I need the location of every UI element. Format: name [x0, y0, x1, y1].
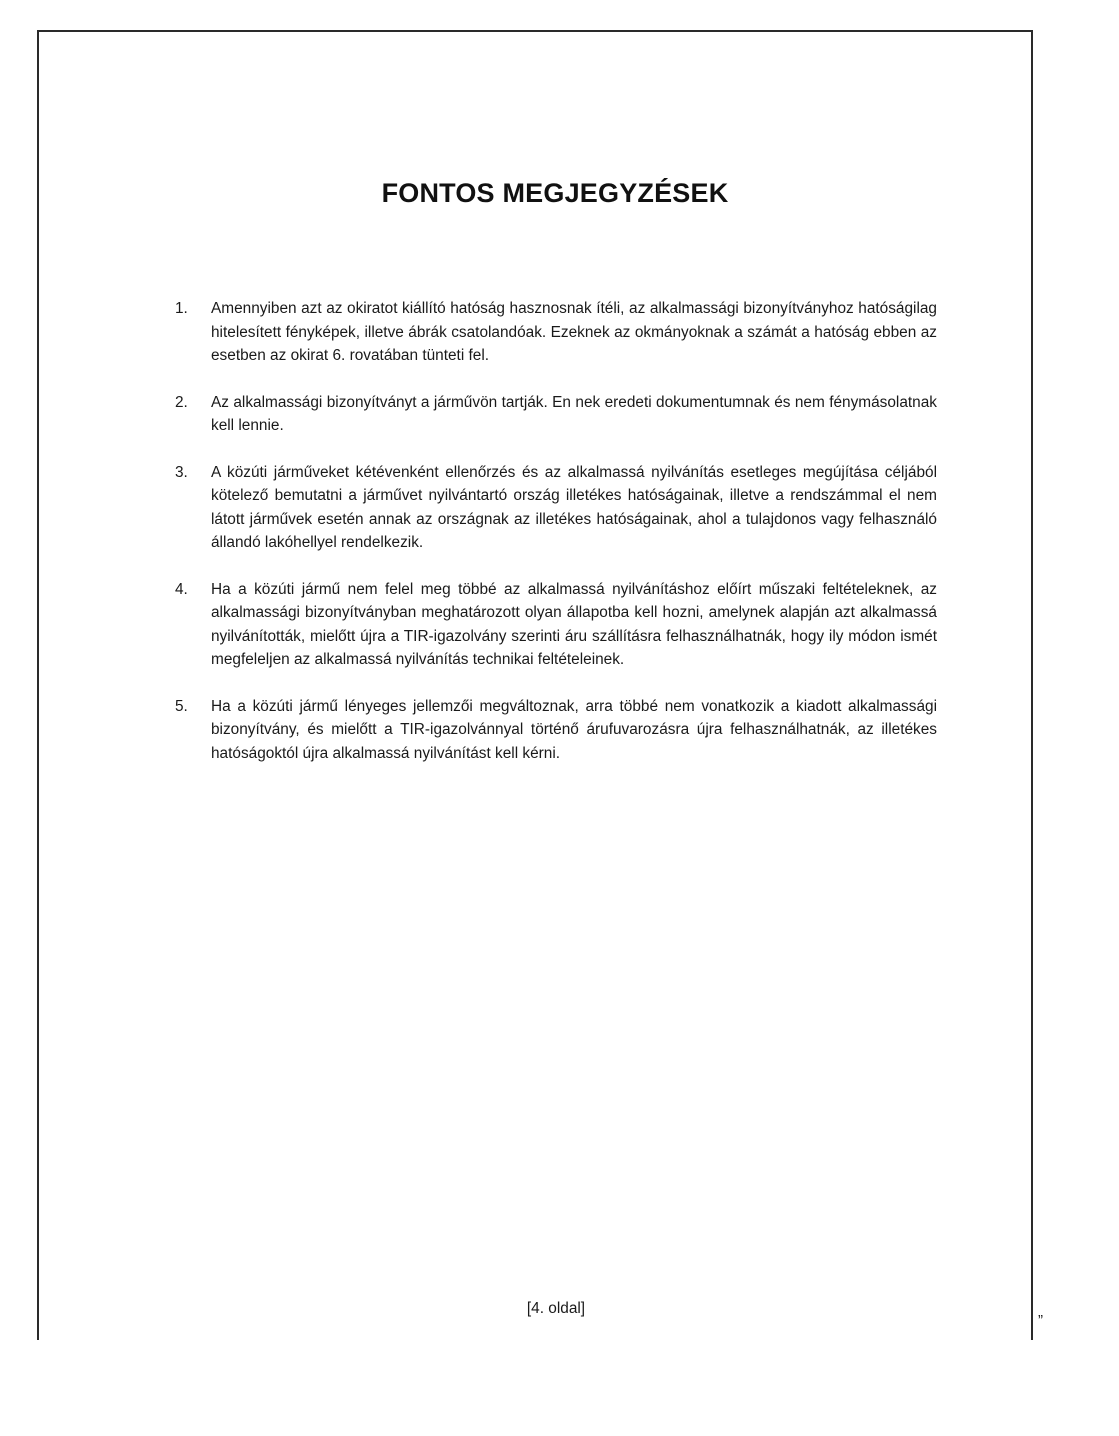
- note-text: A közúti járműveket kétévenként ellenőrzés és az alkalmassá nyilvánítás esetleges megújítása céljából kötelező bemutatni a járművet nyilvántartó ország illetékes hatóságainak, illetve a rendszámmal el nem látott járművek esetén annak az országnak az illetékes hatóságainak, ahol a tulajdonos vagy felhasználó állandó lakóhellyel rendelkezik.: [211, 463, 937, 551]
- note-number: 4.: [175, 580, 188, 598]
- note-number: 2.: [175, 393, 188, 411]
- closing-quote-mark: ”: [1038, 1312, 1043, 1329]
- note-text: Az alkalmassági bizonyítványt a járművön tartják. En nek eredeti dokumentumnak és nem fénymásolatnak kell lennie.: [211, 393, 937, 434]
- note-item: [175, 461, 937, 555]
- note-item: [175, 297, 937, 368]
- note-text: Amennyiben azt az okiratot kiállító hatóság hasznosnak ítéli, az alkalmassági bizonyítványhoz hatóságilag hitelesített fényképek, illetve ábrák csatolandóak. Ezeknek az okmányoknak a számát a hatóság ebben az esetben az okirat 6. rovatában tünteti fel.: [211, 300, 937, 364]
- note-number: 1.: [175, 300, 188, 317]
- note-text: Ha a közúti jármű nem felel meg többé az alkalmassá nyilvánításhoz előírt műszaki feltételeknek, az alkalmassági bizonyítványban meghatározott olyan állapotba kell hozni, amelynek alapján azt alkalmassá nyilvánították, mielőtt újra a TIR-igazolvány szerinti áru szállításra felhasználhatnák, hogy ily módon ismét megfeleljen az alkalmassá nyilvánítás technikai feltételeinek.: [211, 580, 937, 668]
- notes-list: [175, 297, 937, 788]
- note-text: Ha a közúti jármű lényeges jellemzői megváltoznak, arra többé nem vonatkozik a kiadott alkalmassági bizonyítvány, és mielőtt a TIR-igazolvánnyal történő árufuvarozásra újra felhasználhatnák, az illetékes hatóságoktól újra alkalmassá nyilvánítást kell kérni.: [211, 697, 937, 762]
- note-number: 3.: [175, 463, 188, 481]
- note-item: [175, 578, 937, 672]
- page-number: [4. oldal]: [526, 1300, 586, 1317]
- note-item: [175, 695, 937, 766]
- page-title: FONTOS MEGJEGYZÉSEK: [381, 178, 729, 209]
- note-number: 5.: [175, 697, 188, 715]
- note-item: [175, 391, 937, 438]
